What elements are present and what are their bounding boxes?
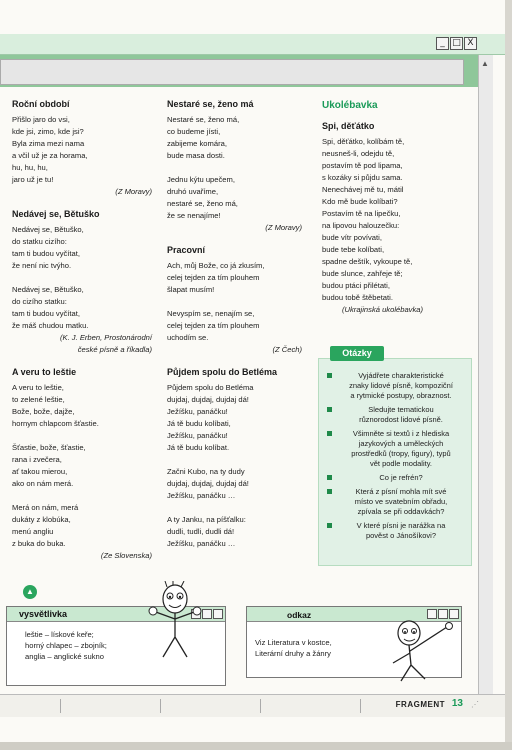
poem-line: Ježíšku, panáčku … [167,539,236,548]
poem-line: že máš chudou matku. [12,321,89,330]
poem-line: uchodím se. [167,333,209,342]
question-line: znaky lidové písně, kompoziční [349,381,453,390]
poem-line: bude vítr povívati, [322,233,382,242]
poem-line: Ach, můj Bože, co já zkusím, [167,261,265,270]
poem-line: jaro už je tu! [12,175,54,184]
poem-line: Postavím tě na lipečku, [322,209,401,218]
cartoon-character-icon [145,581,205,661]
arrow-up-icon: ▲ [23,585,37,599]
poem-line: Půjdem spolu do Betléma [167,383,254,392]
divider [60,699,61,713]
questions-box [318,358,472,566]
glossary-title: vysvětlivka [19,609,68,619]
poem-line: Bože, bože, dajže, [12,407,75,416]
divider [360,699,361,713]
page-number: 13 [451,698,463,709]
question-line: různorodost lidové písně. [359,415,443,424]
reference-body [255,637,332,659]
maximize-button[interactable]: □ [450,37,463,50]
poem-line: hornym chlapcom šťastie. [12,419,99,428]
question-line: Sledujte tematickou [368,405,434,414]
poem-line: s kozáky si půjdu sama. [322,173,403,182]
poem-a-veru-to-lestie [12,366,152,562]
bullet-icon [327,373,332,378]
poem-line: Začni Kubo, na ty dudy [167,467,245,476]
poem-line: budou ptáci přilétati, [322,281,390,290]
glossary-line: horný chlapec – zbojník; [25,641,107,650]
question-line: Která z písní mohla mít své [355,487,447,496]
poem-line: druhó uvaříme, [167,187,219,196]
poem-line: Nedávej se, Bětuško, [12,225,84,234]
poem-line: Kdo mě bude kolíbati? [322,197,398,206]
poem-source: (Z Čech) [272,345,302,354]
poem-line: Nenechávej mě tu, mátil [322,185,404,194]
poem-title: Nestaré se, ženo má [167,99,254,109]
stanza-gap [167,502,302,514]
glossary-line: anglia – anglické sukno [25,652,104,661]
poem-title: A veru to leštie [12,367,77,377]
questions-label: Otázky [330,346,384,361]
stanza-gap [167,296,302,308]
poem-line: šlapat musím! [167,285,215,294]
poem-line: A veru to leštie, [12,383,64,392]
poem-spi-detatko [322,120,470,316]
poem-line: dujdaj, dujdaj, dujdaj dá! [167,479,249,488]
divider [260,699,261,713]
stanza-gap [12,430,152,442]
poem-line: dukáty z klobúka, [12,515,71,524]
poem-line: hu, hu, hu, [12,163,48,172]
poem-line: tam ti budou vyčítat, [12,249,80,258]
poem-line: celej tejden za tím plouhem [167,321,260,330]
poem-source: (Ze Slovenska) [100,551,152,560]
minimize-button[interactable]: _ [436,37,449,50]
question-item [327,473,465,483]
poem-source-cont: české písně a říkadla) [77,345,152,354]
poem-line: dujdaj, dujdaj, dujdaj dá! [167,395,249,404]
question-line: Všimněte si textů i z hlediska [352,429,450,438]
poem-line: Nevyspím se, nenajím se, [167,309,255,318]
divider [160,699,161,713]
question-item [327,405,465,425]
poem-line: kde jsi, zimo, kde jsi? [12,127,84,136]
bullet-icon [327,407,332,412]
poem-line: Merá on nám, merá [12,503,79,512]
poem-line: Ježíšku, panáčku … [167,491,236,500]
poem-line: budou tobě štěbetati. [322,293,393,302]
poem-nestare-se [167,98,302,234]
stanza-gap [12,490,152,502]
poem-line: Nedávej se, Bětuško, [12,285,84,294]
window-toolbar [0,55,478,87]
poem-line: nestaré se, ženo má, [167,199,238,208]
column-right [322,100,470,326]
poem-line: Nestaré se, ženo má, [167,115,240,124]
poem-line: bude masa dosti. [167,151,225,160]
stanza-gap [12,272,152,284]
stanza-gap [167,454,302,466]
poem-line: a včil už je za horama, [12,151,88,160]
poem-line: rana i zvečera, [12,455,62,464]
address-field [0,59,464,85]
poem-line: z buka do buka. [12,539,66,548]
glossary-window [6,606,226,686]
reference-line: Viz Literatura v kostce, [255,638,332,647]
bullet-icon [327,523,332,528]
poem-line: celej tejden za tím plouhem [167,273,260,282]
scroll-up-icon[interactable]: ▲ [481,59,489,68]
poem-line: ať takou mierou, [12,467,68,476]
poem-line: bude slunce, zahřeje tě; [322,269,403,278]
poem-line: Já tě budu kolíbat. [167,443,230,452]
page-edge [505,0,512,750]
poem-line: Já tě budu kolíbati, [167,419,231,428]
poem-source: (Z Moravy) [115,187,152,196]
poem-line: Ježíšku, panáčku! [167,407,228,416]
bullet-icon [327,431,332,436]
reference-window [246,606,462,678]
poem-line: postavím tě pod lipama, [322,161,403,170]
poem-line: do statku cizího: [12,237,67,246]
poem-line: A ty Janku, na píšťalku: [167,515,246,524]
poem-source: (K. J. Erben, Prostonárodní [59,333,152,342]
close-button[interactable] [213,609,223,619]
poem-line: že není nic tvýho. [12,261,72,270]
question-line: místo ve svatebním obřadu, [354,497,448,506]
poem-line: menú angliu [12,527,54,536]
question-line: prostředků (tropy, figury), typů [351,449,451,458]
poem-line: to zelené leštie, [12,395,65,404]
close-button[interactable]: X [464,37,477,50]
section-heading: Ukolébavka [322,100,378,111]
scrollbar[interactable] [478,55,493,695]
stanza-gap [167,162,302,174]
page-footer [0,694,505,717]
question-line: vět podle modality. [370,459,432,468]
glossary-body [25,629,107,662]
poem-title: Spi, děťátko [322,121,375,131]
poem-pujdem-spolu [167,366,302,550]
poem-line: na lipovou halouzečku: [322,221,400,230]
cartoon-pointing-character-icon [387,613,459,683]
poem-line: Šťastie, bože, šťastie, [12,443,86,452]
question-line: Vyjádřete charakteristické [358,371,444,380]
poem-line: dudli, tudli, dudli dá! [167,527,235,536]
publisher-logo: FRAGMENT [395,700,445,709]
column-middle [167,98,302,560]
question-line: pověst o Jánošíkovi? [365,531,437,540]
page-edge-bottom [0,742,512,750]
poem-pracovni [167,244,302,356]
poem-line: Ježíšku, panáčku! [167,431,228,440]
poem-source: (Z Moravy) [265,223,302,232]
poem-line: Jednu kýtu upečem, [167,175,235,184]
poem-title: Půjdem spolu do Betléma [167,367,278,377]
poem-line: co budeme jísti, [167,127,221,136]
poem-line: že se nenajíme! [167,211,221,220]
resize-grip-icon: ⋰ [471,700,479,709]
question-line: V které písni je narážka na [356,521,446,530]
poem-line: zabijeme komára, [167,139,227,148]
question-item [327,521,465,541]
poem-title: Nedávej se, Bětuško [12,209,100,219]
poem-line: ako on nám merá. [12,479,74,488]
question-line: jazykových a uměleckých [358,439,444,448]
glossary-line: leštie – lískové keře; [25,630,94,639]
bullet-icon [327,489,332,494]
window-controls [436,37,477,50]
question-item [327,487,465,517]
question-item [327,429,465,469]
poem-title: Roční období [12,99,70,109]
poem-line: spadne deštík, vykoupe tě, [322,257,413,266]
poem-line: Spi, děťátko, kolíbám tě, [322,137,405,146]
poem-line: Byla zima mezi nama [12,139,85,148]
poem-title: Pracovní [167,245,206,255]
poem-rocni-obdobi [12,98,152,198]
question-line: Co je refrén? [379,473,423,482]
reference-line: Literární druhy a žánry [255,649,331,658]
poem-source: (Ukrajinská ukolébavka) [342,305,424,314]
poem-line: bude tebe kolíbati, [322,245,385,254]
reference-title: odkaz [287,610,312,620]
question-line: a rytmické postupy, obraznost. [350,391,452,400]
bullet-icon [327,475,332,480]
poem-line: neusneš-li, odejdu tě, [322,149,395,158]
poem-line: do cizího statku: [12,297,67,306]
poem-line: tam ti budou vyčítat, [12,309,80,318]
window-title-bar [0,34,505,55]
poem-line: Přišlo jaro do vsi, [12,115,70,124]
question-line: zpívala se při oddavkách? [357,507,445,516]
poem-nedavej-se [12,208,152,356]
column-left [12,98,152,572]
question-item [327,371,465,401]
